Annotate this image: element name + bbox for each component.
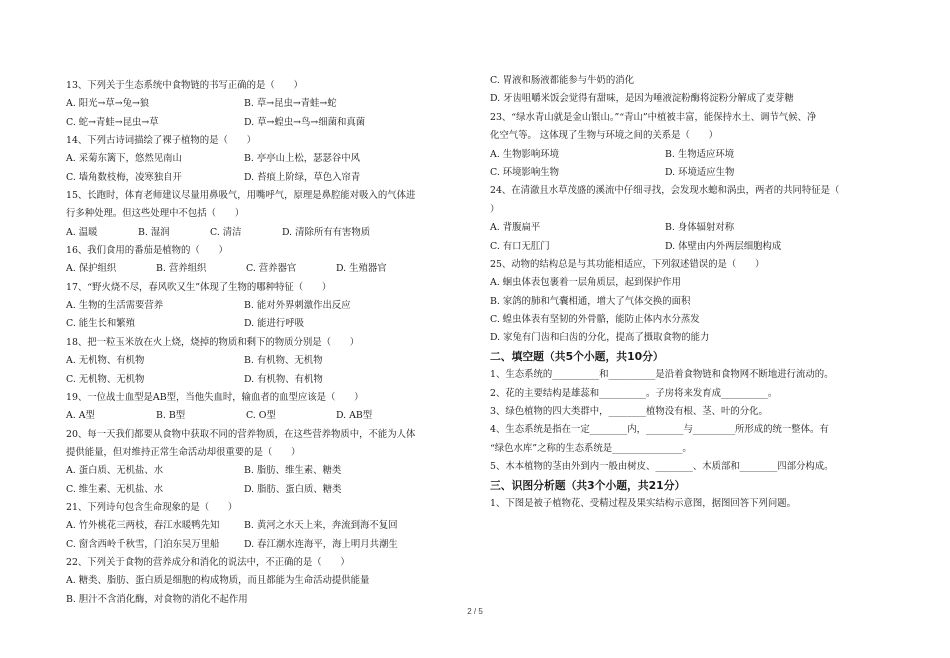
left-options-row xyxy=(66,315,471,333)
right-question-line: C. 胃液和肠液都能参与牛奶的消化 xyxy=(490,75,635,86)
left-options-row xyxy=(66,462,471,480)
left-question-line: 19、一位战士血型是AB型，当他失血时，输血者的血型应该是（ ） xyxy=(66,391,364,403)
answer-option: C. 环境影响生物 xyxy=(490,166,560,178)
left-question-line: B. 胆汁不含消化酶，对食物的消化不起作用 xyxy=(66,593,248,605)
left-options-row xyxy=(66,150,471,168)
right-question-line: “绿色水库”之称的生态系统是_______________。 xyxy=(490,442,692,454)
left-options-row xyxy=(66,371,471,389)
answer-option: B. 身体辐射对称 xyxy=(665,222,735,234)
answer-option: D. 生殖器官 xyxy=(336,263,387,275)
right-options-row xyxy=(490,146,900,164)
right-question-line: 24、在清澈且水草茂盛的溪流中仔细寻找，会发现水螅和涡虫，两者的共同特征是（ xyxy=(490,185,840,197)
left-question-line: A. 糖类、脂肪、蛋白质是细胞的构成物质，而且都能为生命活动提供能量 xyxy=(66,575,370,587)
right-question-line: 1、生态系统的__________和__________是沿着食物链和食物网不断地进行流动的。 xyxy=(490,369,834,381)
left-options-row xyxy=(66,481,471,499)
right-options-row xyxy=(490,219,900,237)
answer-option: B. B型 xyxy=(156,410,186,422)
right-column xyxy=(490,72,900,513)
left-options-row xyxy=(66,169,471,187)
left-question-line: 13、下列关于生态系统中食物链的书写正确的是（ ） xyxy=(66,80,303,91)
answer-option: B. 黄河之水天上来，奔流到海不复回 xyxy=(244,520,398,532)
right-question-line: ） xyxy=(490,203,500,215)
right-question-line: D. 牙齿咀嚼米饭会觉得有甜味，是因为唾液淀粉酶将淀粉分解成了麦芽糖 xyxy=(490,93,794,105)
left-options-row xyxy=(66,95,471,113)
answer-option: C. 能生长和繁殖 xyxy=(66,318,136,330)
answer-option: D. AB型 xyxy=(336,410,373,422)
left-question-line: 16、我们食用的番茄是植物的（ ） xyxy=(66,245,228,257)
answer-option: A. 温暖 xyxy=(66,226,98,238)
answer-option: A. 竹外桃花三两枝，春江水暖鸭先知 xyxy=(66,520,220,532)
right-question-line: 2、花的主要结构是雄蕊和__________。子房将来发育成__________。 xyxy=(490,387,778,399)
answer-option: B. 能对外界刺激作出反应 xyxy=(244,300,351,312)
left-question-line: 行多种处理。但这些处理中不包括（ ） xyxy=(66,208,245,220)
answer-option: D. 能进行呼吸 xyxy=(244,318,305,330)
right-options-row xyxy=(490,164,900,182)
left-question-line: 14、下列古诗词描绘了裸子植物的是（ ） xyxy=(66,135,257,147)
answer-option: D. 有机物、有机物 xyxy=(244,373,323,385)
answer-option: D. 清除所有有害物质 xyxy=(282,226,371,238)
answer-option: B. 营养组织 xyxy=(156,263,207,275)
answer-option: B. 脂肪、维生素、糖类 xyxy=(244,465,342,477)
answer-option: B. 草→昆虫→青蛙→蛇 xyxy=(244,98,337,110)
answer-option: D. 脂肪、蛋白质、糖类 xyxy=(244,483,342,495)
left-question-line: 18、把一粒玉米放在火上烧，烧掉的物质和剩下的物质分别是（ ） xyxy=(66,336,360,348)
right-question-line: C. 蝗虫体表有坚韧的外骨骼，能防止体内水分蒸发 xyxy=(490,314,700,326)
answer-option: A. 生物影响环境 xyxy=(490,148,559,160)
answer-option: C. 窗含西岭千秋雪，门泊东吴万里船 xyxy=(66,538,220,550)
left-options-row xyxy=(66,224,471,242)
answer-option: A. 背腹扁平 xyxy=(490,222,541,234)
answer-option: C. O型 xyxy=(246,410,276,422)
left-options-row xyxy=(66,297,471,315)
answer-option: D. 春江潮水连海平，海上明月共潮生 xyxy=(244,538,398,550)
answer-option: C. 清洁 xyxy=(210,226,242,238)
answer-option: B. 有机物、无机物 xyxy=(244,355,323,367)
right-question-line: A. 蛔虫体表包裹着一层角质层，起到保护作用 xyxy=(490,277,681,289)
left-options-row xyxy=(66,517,471,535)
left-column xyxy=(66,77,471,609)
right-question-line: 4、生态系统是指在一定________内，________与_________所形成的统一整体。有 xyxy=(490,424,829,436)
left-options-row xyxy=(66,114,471,132)
answer-option: A. 生物的生活需要营养 xyxy=(66,300,164,312)
answer-option: C. 蛇→青蛙→昆虫→草 xyxy=(66,116,159,128)
answer-option: B. 亭亭山上松，瑟瑟谷中风 xyxy=(244,153,360,165)
right-question-line: 3、绿色植物的四大类群中，________植物没有根、茎、叶的分化。 xyxy=(490,406,768,418)
right-question-line: 25、动物的结构总是与其功能相适应，下列叙述错误的是（ ） xyxy=(490,258,765,270)
page-number: 2 / 5 xyxy=(467,607,483,616)
right-options-row xyxy=(490,238,900,256)
left-question-line: 提供能量，但对维持正常生命活动却很重要的是（ ） xyxy=(66,446,301,458)
right-question-line: 5、木本植物的茎由外到内一般由树皮、________、木质部和________四部分构成。 xyxy=(490,461,834,473)
right-question-line: 23、“绿水青山就是金山银山。”“青山”中植被丰富，能保持水土、调节气候、净 xyxy=(490,111,817,123)
right-question-line: 1、下图是被子植物花、受精过程及果实结构示意图，据图回答下列问题。 xyxy=(490,497,796,509)
left-question-line: 22、下列关于食物的营养成分和消化的说法中，不正确的是（ ） xyxy=(66,556,350,568)
section-heading: 二、填空题（共5个小题，共10分） xyxy=(490,349,664,363)
section-heading: 三、识图分析题（共3个小题，共21分） xyxy=(490,478,686,492)
left-options-row xyxy=(66,260,471,278)
answer-option: A. 采菊东篱下，悠然见南山 xyxy=(66,153,182,165)
left-question-line: 20、每一天我们都要从食物中获取不同的营养物质，在这些营养物质中，不能为人体 xyxy=(66,428,416,440)
answer-option: A. 无机物、有机物 xyxy=(66,355,145,367)
answer-option: D. 体壁由内外两层细胞构成 xyxy=(665,240,782,252)
answer-option: D. 环境适应生物 xyxy=(665,166,735,178)
answer-option: A. 阳光→草→兔→狼 xyxy=(66,98,150,110)
left-question-line: 17、“野火烧不尽，春风吹又生”体现了生物的哪种特征（ ） xyxy=(66,281,332,293)
left-options-row xyxy=(66,407,471,425)
answer-option: C. 有口无肛门 xyxy=(490,240,550,252)
answer-option: A. A型 xyxy=(66,410,95,422)
left-options-row xyxy=(66,352,471,370)
right-question-line: B. 家鸽的肺和气囊相通，增大了气体交换的面积 xyxy=(490,295,691,307)
answer-option: C. 墙角数枝梅，凌寒独自开 xyxy=(66,171,182,183)
left-question-line: 15、长跑时，体育老师建议尽量用鼻吸气，用嘴呼气，原理是鼻腔能对吸入的气体进 xyxy=(66,190,416,202)
answer-option: C. 维生素、无机盐、水 xyxy=(66,483,164,495)
answer-option: D. 草→蝗虫→鸟→细菌和真菌 xyxy=(244,116,366,128)
left-options-row xyxy=(66,536,471,554)
right-question-line: 化空气等。 这体现了生物与环境之间的关系是（ ） xyxy=(490,130,718,142)
answer-option: C. 营养器官 xyxy=(246,263,297,275)
right-question-line: D. 家兔有门齿和臼齿的分化，提高了摄取食物的能力 xyxy=(490,332,710,344)
answer-option: A. 蛋白质、无机盐、水 xyxy=(66,465,164,477)
answer-option: B. 生物适应环境 xyxy=(665,148,735,160)
answer-option: B. 湿润 xyxy=(138,226,170,238)
answer-option: D. 苔痕上阶绿，草色入帘青 xyxy=(244,171,361,183)
answer-option: C. 无机物、无机物 xyxy=(66,373,145,385)
answer-option: A. 保护组织 xyxy=(66,263,117,275)
left-question-line: 21、下列诗句包含生命现象的是（ ） xyxy=(66,501,238,513)
